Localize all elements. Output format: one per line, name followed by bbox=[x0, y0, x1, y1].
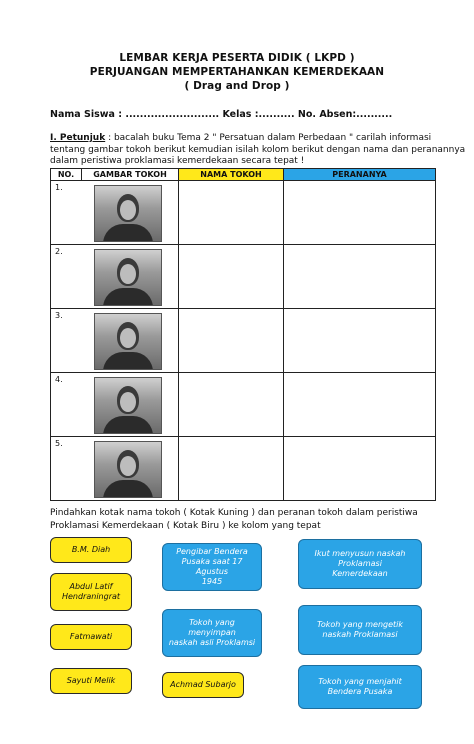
instruction-line-3: dalam peristiwa proklamasi kemerdekaan secara tepat ! bbox=[50, 156, 305, 166]
figure-photo bbox=[94, 441, 162, 498]
column-header-name: NAMA TOKOH bbox=[179, 169, 284, 181]
name-card-label: Sayuti Melik bbox=[66, 676, 116, 685]
figure-photo bbox=[94, 377, 162, 434]
name-card-label: Fatmawati bbox=[69, 632, 113, 641]
worksheet-subtitle: PERJUANGAN MEMPERTAHANKAN KEMERDEKAAN bbox=[89, 66, 385, 78]
role-card-1[interactable] bbox=[162, 543, 262, 591]
name-drop-zone[interactable] bbox=[179, 437, 284, 501]
name-drop-zone[interactable] bbox=[179, 309, 284, 373]
role-card-4[interactable] bbox=[298, 605, 422, 655]
role-drop-zone[interactable] bbox=[284, 181, 436, 245]
role-card-label: Tokoh yang mengetik naskah Proklamasi bbox=[316, 620, 404, 639]
worksheet-title: LEMBAR KERJA PESERTA DIDIK ( LKPD ) bbox=[119, 52, 355, 64]
instruction-text-1: : bacalah buku Tema 2 " Persatuan dalam Perbedaan " carilah informasi bbox=[105, 133, 432, 143]
role-card-label: Tokoh yang menyimpan naskah asli Proklamsi bbox=[168, 618, 256, 647]
photo-cell bbox=[82, 245, 179, 309]
name-card-1[interactable] bbox=[50, 537, 132, 563]
table-row bbox=[51, 437, 436, 501]
name-card-5[interactable] bbox=[162, 672, 244, 698]
photo-body bbox=[103, 416, 153, 434]
role-drop-zone[interactable] bbox=[284, 373, 436, 437]
table-header-row bbox=[51, 169, 436, 181]
photo-face bbox=[120, 200, 136, 220]
row-number-cell bbox=[51, 245, 82, 309]
worksheet-mode: ( Drag and Drop ) bbox=[184, 80, 290, 92]
row-number-cell bbox=[51, 373, 82, 437]
photo-cell bbox=[82, 437, 179, 501]
footer-instruction-2: Proklamasi Kemerdekaan ( Kotak Biru ) ke kolom yang tepat bbox=[50, 521, 321, 531]
photo-face bbox=[120, 264, 136, 284]
column-header-role: PERANANYA bbox=[284, 169, 436, 181]
name-card-3[interactable] bbox=[50, 624, 132, 650]
table-row bbox=[51, 245, 436, 309]
photo-face bbox=[120, 456, 136, 476]
figure-photo bbox=[94, 185, 162, 242]
row-number: 5. bbox=[55, 439, 63, 448]
name-drop-zone[interactable] bbox=[179, 373, 284, 437]
photo-cell bbox=[82, 181, 179, 245]
table-row bbox=[51, 373, 436, 437]
row-number: 4. bbox=[55, 375, 63, 384]
role-drop-zone[interactable] bbox=[284, 437, 436, 501]
role-card-label: Ikut menyusun naskah Proklamasi Kemerdekaan bbox=[314, 549, 406, 578]
role-card-2[interactable] bbox=[298, 539, 422, 589]
table-row bbox=[51, 181, 436, 245]
column-header-image: GAMBAR TOKOH bbox=[82, 169, 179, 181]
table-row bbox=[51, 309, 436, 373]
instruction-label: I. Petunjuk bbox=[50, 133, 106, 143]
photo-face bbox=[120, 392, 136, 412]
row-number: 3. bbox=[55, 311, 63, 320]
row-number: 1. bbox=[55, 183, 63, 192]
instruction-line-1 bbox=[50, 133, 431, 143]
photo-body bbox=[103, 224, 153, 242]
photo-body bbox=[103, 352, 153, 370]
figure-photo bbox=[94, 313, 162, 370]
photo-body bbox=[103, 480, 153, 498]
column-header-no: NO. bbox=[51, 169, 82, 181]
photo-cell bbox=[82, 373, 179, 437]
row-number-cell bbox=[51, 309, 82, 373]
role-card-label: Pengibar Bendera Pusaka saat 17 Agustus 1945 bbox=[176, 547, 248, 586]
student-identity-line: Nama Siswa : .......................... Kelas :.......... No. Absen:.......... bbox=[50, 109, 393, 120]
photo-cell bbox=[82, 309, 179, 373]
name-card-label: B.M. Diah bbox=[71, 545, 111, 554]
name-card-label: Achmad Subarjo bbox=[170, 680, 236, 689]
row-number: 2. bbox=[55, 247, 63, 256]
photo-body bbox=[103, 288, 153, 306]
footer-instruction-1: Pindahkan kotak nama tokoh ( Kotak Kuning ) dan peranan tokoh dalam peristiwa bbox=[50, 508, 418, 518]
role-drop-zone[interactable] bbox=[284, 309, 436, 373]
name-card-label: Abdul Latif Hendraningrat bbox=[61, 582, 121, 601]
role-card-label: Tokoh yang menjahit Bendera Pusaka bbox=[318, 677, 402, 696]
row-number-cell bbox=[51, 181, 82, 245]
row-number-cell bbox=[51, 437, 82, 501]
role-card-3[interactable] bbox=[162, 609, 262, 657]
answer-table bbox=[50, 168, 436, 501]
role-drop-zone[interactable] bbox=[284, 245, 436, 309]
name-card-4[interactable] bbox=[50, 668, 132, 694]
photo-face bbox=[120, 328, 136, 348]
instruction-line-2: tentang gambar tokoh berikut kemudian isilah kolom berikut dengan nama dan peranannya bbox=[50, 145, 466, 155]
name-drop-zone[interactable] bbox=[179, 245, 284, 309]
role-card-5[interactable] bbox=[298, 665, 422, 709]
name-card-2[interactable] bbox=[50, 573, 132, 611]
name-drop-zone[interactable] bbox=[179, 181, 284, 245]
figure-photo bbox=[94, 249, 162, 306]
